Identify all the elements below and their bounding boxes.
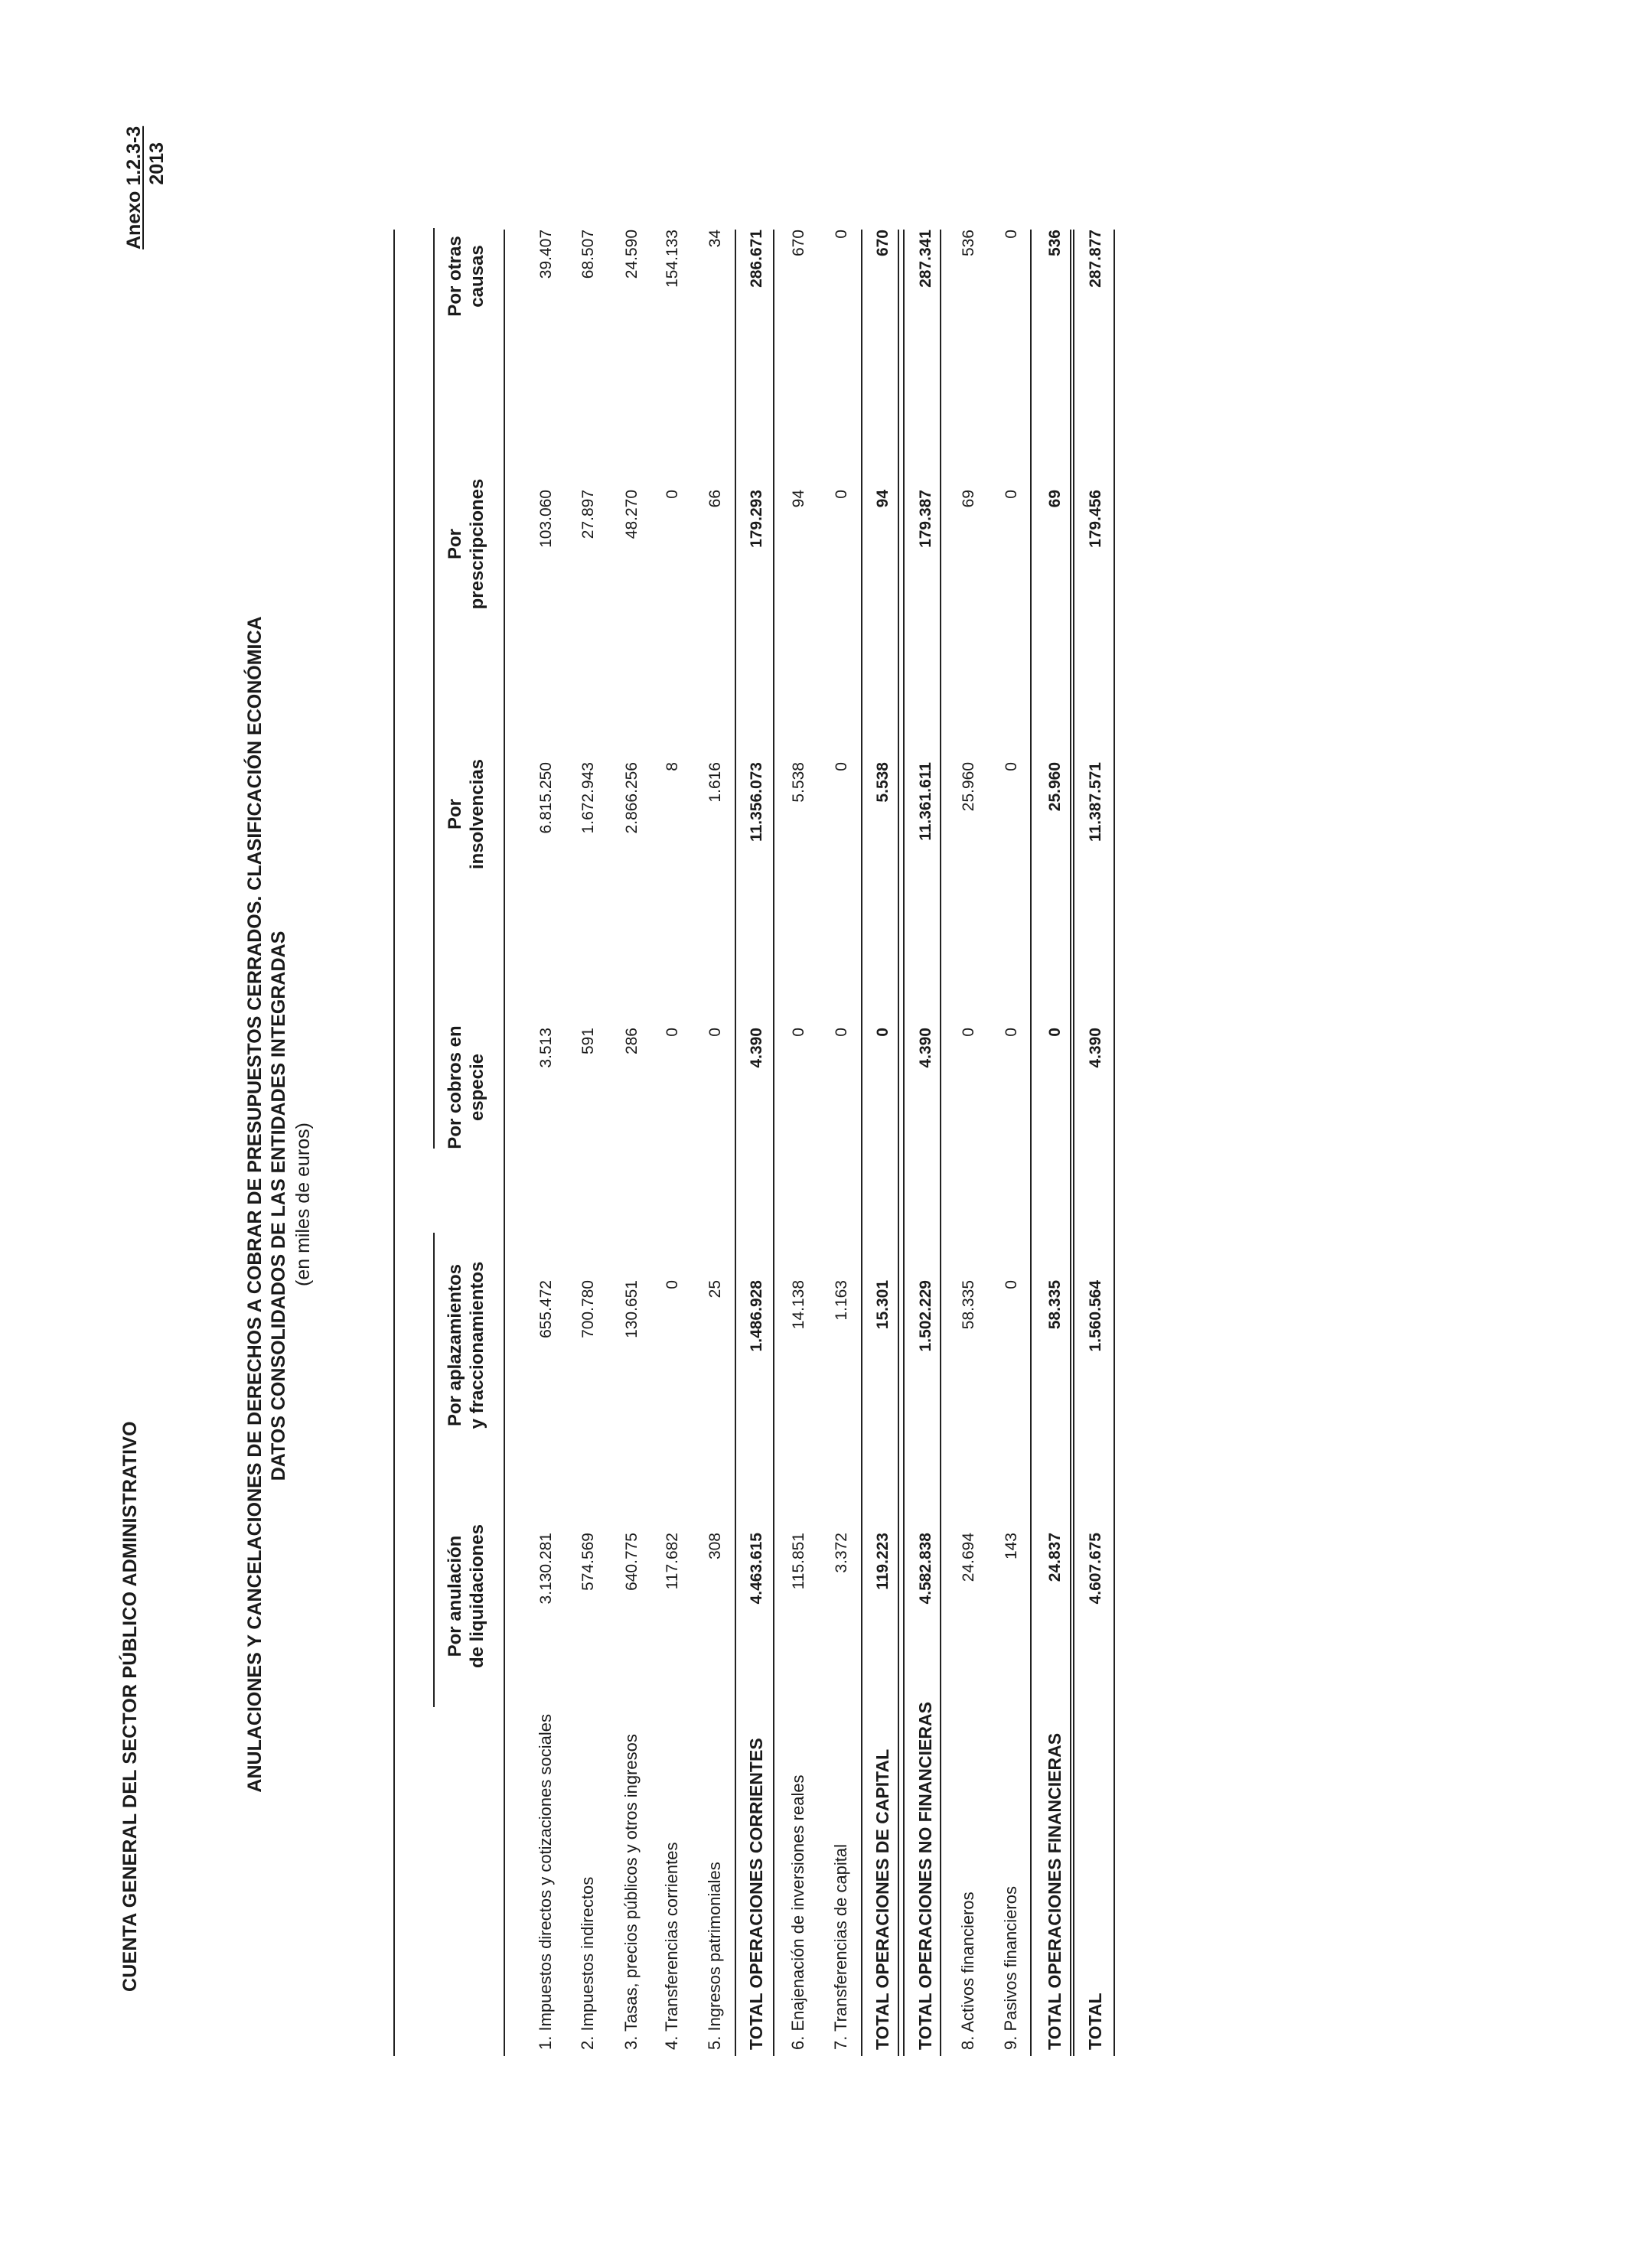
total-row-bottom-rule: [1070, 230, 1071, 2056]
cell-value: 179.456: [1087, 490, 1104, 548]
cell-value: 1.560.564: [1087, 1280, 1104, 1352]
organization-header: CUENTA GENERAL DEL SECTOR PÚBLICO ADMINISTRATIVO: [119, 1421, 141, 1992]
cell-value: 4.463.615: [748, 1533, 765, 1605]
row-label: 9. Pasivos financieros: [1001, 1886, 1020, 2050]
cell-value: 4.390: [1087, 1028, 1104, 1068]
cell-value: 0: [833, 490, 850, 499]
cell-value: 0: [874, 1028, 892, 1037]
cell-value: 0: [833, 230, 850, 239]
cell-value: 286.671: [748, 230, 765, 288]
total-row-bottom-rule: [773, 230, 774, 2056]
cell-value: 143: [1003, 1533, 1020, 1560]
column-header-line: Por cobros en: [445, 1025, 465, 1149]
cell-value: 670: [790, 230, 807, 257]
total-row-bottom-rule: [940, 230, 941, 2056]
cell-value: 117.682: [664, 1533, 681, 1590]
report-title: ANULACIONES Y CANCELACIONES DE DERECHOS A COBRAR DE PRESUPUESTOS CERRADOS. CLASIFICACIÓN ECONÓMICA: [244, 616, 266, 1793]
row-label: 3. Tasas, precios públicos y otros ingresos: [621, 1734, 641, 2050]
cell-value: 4.390: [917, 1028, 934, 1068]
column-header-line: de liquidaciones: [467, 1523, 487, 1669]
column-header-c5: [444, 445, 488, 644]
cell-value: 34: [706, 230, 724, 248]
cell-value: 25.960: [1046, 762, 1064, 812]
column-header-line: Por: [445, 529, 465, 560]
group-underline-anulados: [433, 1233, 435, 1707]
cell-value: 94: [874, 490, 892, 508]
row-label: 6. Enajenación de inversiones reales: [788, 1774, 807, 2050]
cell-value: 0: [706, 1028, 724, 1037]
column-header-line: especie: [467, 1053, 487, 1122]
cell-value: 1.486.928: [748, 1280, 765, 1352]
cell-value: 69: [1046, 490, 1064, 508]
table-top-rule: [393, 230, 395, 2056]
cell-value: 0: [833, 762, 850, 771]
annex-year: 2013: [146, 142, 168, 185]
column-header-line: causas: [467, 245, 487, 308]
row-label: 1. Impuestos directos y cotizaciones sociales: [536, 1714, 555, 2050]
cell-value: 286: [623, 1028, 641, 1055]
row-label: 4. Transferencias corrientes: [662, 1842, 681, 2050]
total-row-top-rule: [861, 230, 862, 2056]
cell-value: 154.133: [664, 230, 681, 288]
column-header-line: Por otras: [445, 236, 465, 317]
cell-value: 0: [1003, 230, 1020, 239]
cell-value: 130.651: [623, 1280, 641, 1338]
cell-value: 3.130.281: [537, 1533, 555, 1605]
column-header-line: Por anulación: [445, 1535, 465, 1657]
cell-value: 11.361.611: [917, 762, 934, 841]
cell-value: 119.223: [874, 1533, 892, 1590]
column-header-c4: [444, 715, 488, 914]
cell-value: 24.837: [1046, 1533, 1064, 1582]
column-header-c1: [444, 1497, 488, 1696]
cell-value: 308: [706, 1533, 724, 1560]
cell-value: 69: [960, 490, 977, 508]
cell-value: 1.163: [833, 1280, 850, 1321]
cell-value: 536: [960, 230, 977, 257]
row-label: 8. Activos financieros: [958, 1892, 977, 2050]
cell-value: 27.897: [579, 490, 597, 539]
cell-value: 3.372: [833, 1533, 850, 1573]
cell-value: 1.616: [706, 762, 724, 803]
cell-value: 0: [833, 1028, 850, 1037]
cell-value: 14.138: [790, 1280, 807, 1330]
cell-value: 536: [1046, 230, 1064, 257]
cell-value: 24.694: [960, 1533, 977, 1582]
cell-value: 66: [706, 490, 724, 508]
cell-value: 0: [1003, 762, 1020, 771]
cell-value: 39.407: [537, 230, 555, 279]
total-row-bottom-rule: [1113, 230, 1115, 2056]
cell-value: 48.270: [623, 490, 641, 539]
cell-value: 2.866.256: [623, 762, 641, 834]
cell-value: 0: [1003, 490, 1020, 499]
cell-value: 1.672.943: [579, 762, 597, 834]
total-row-top-rule: [1030, 230, 1032, 2056]
cell-value: 0: [790, 1028, 807, 1037]
total-row-label: TOTAL: [1085, 1993, 1105, 2050]
cell-value: 700.780: [579, 1280, 597, 1338]
column-header-line: Por: [445, 799, 465, 830]
cell-value: 3.513: [537, 1028, 555, 1068]
cell-value: 0: [1003, 1280, 1020, 1289]
column-header-line: y fraccionamientos: [467, 1261, 487, 1429]
total-row-label: TOTAL OPERACIONES NO FINANCIERAS: [915, 1702, 935, 2050]
cell-value: 179.387: [917, 490, 934, 548]
row-label: 5. Ingresos patrimoniales: [705, 1862, 724, 2050]
cell-value: 670: [874, 230, 892, 257]
cell-value: 0: [1046, 1028, 1064, 1037]
units-note: (en miles de euros): [292, 1123, 314, 1286]
cell-value: 4.607.675: [1087, 1533, 1104, 1605]
row-label: 2. Impuestos indirectos: [578, 1876, 597, 2050]
column-header-c6: [444, 177, 488, 376]
cell-value: 58.335: [1046, 1280, 1064, 1330]
annex-reference: [122, 125, 168, 249]
report-subtitle: DATOS CONSOLIDADOS DE LAS ENTIDADES INTEGRADAS: [268, 930, 289, 1481]
group-underline-cancelados: [433, 228, 435, 1149]
total-row-label: TOTAL OPERACIONES FINANCIERAS: [1045, 1732, 1065, 2050]
cell-value: 8: [664, 762, 681, 771]
cell-value: 115.851: [790, 1533, 807, 1590]
cell-value: 6.815.250: [537, 762, 555, 834]
cell-value: 25.960: [960, 762, 977, 812]
annex-number: Anexo 1.2.3-3: [123, 125, 145, 249]
cell-value: 0: [1003, 1028, 1020, 1037]
cell-value: 0: [960, 1028, 977, 1037]
column-header-c3: [444, 988, 488, 1187]
row-label: 7. Transferencias de capital: [831, 1843, 850, 2050]
total-row-top-rule: [903, 230, 905, 2056]
cell-value: 287.877: [1087, 230, 1104, 288]
column-header-line: insolvencias: [467, 758, 487, 870]
total-row-label: TOTAL OPERACIONES CORRIENTES: [746, 1738, 766, 2050]
cell-value: 25: [706, 1280, 724, 1299]
total-row-top-rule: [1073, 230, 1074, 2056]
cell-value: 58.335: [960, 1280, 977, 1330]
column-header-line: Por aplazamientos: [445, 1263, 465, 1427]
cell-value: 0: [664, 1280, 681, 1289]
total-row-bottom-rule: [898, 230, 899, 2056]
cell-value: 11.356.073: [748, 762, 765, 842]
cell-value: 5.538: [790, 762, 807, 803]
total-row-label: TOTAL OPERACIONES DE CAPITAL: [872, 1748, 892, 2050]
cell-value: 574.569: [579, 1533, 597, 1591]
cell-value: 640.775: [623, 1533, 641, 1591]
column-header-line: prescripciones: [467, 478, 487, 610]
cell-value: 94: [790, 490, 807, 508]
cell-value: 1.502.229: [917, 1280, 934, 1352]
cell-value: 11.387.571: [1087, 762, 1104, 842]
cell-value: 24.590: [623, 230, 641, 279]
cell-value: 0: [664, 1028, 681, 1037]
column-header-c2: [444, 1246, 488, 1445]
header-bottom-rule: [504, 230, 505, 2056]
cell-value: 4.582.838: [917, 1533, 934, 1605]
cell-value: 103.060: [537, 490, 555, 548]
cell-value: 15.301: [874, 1280, 892, 1330]
cell-value: 287.341: [917, 230, 934, 288]
cell-value: 68.507: [579, 230, 597, 279]
cell-value: 591: [579, 1028, 597, 1055]
cell-value: 179.293: [748, 490, 765, 548]
cell-value: 5.538: [874, 762, 892, 803]
cell-value: 0: [664, 490, 681, 499]
cell-value: 655.472: [537, 1280, 555, 1338]
total-row-top-rule: [735, 230, 736, 2056]
cell-value: 4.390: [748, 1028, 765, 1068]
